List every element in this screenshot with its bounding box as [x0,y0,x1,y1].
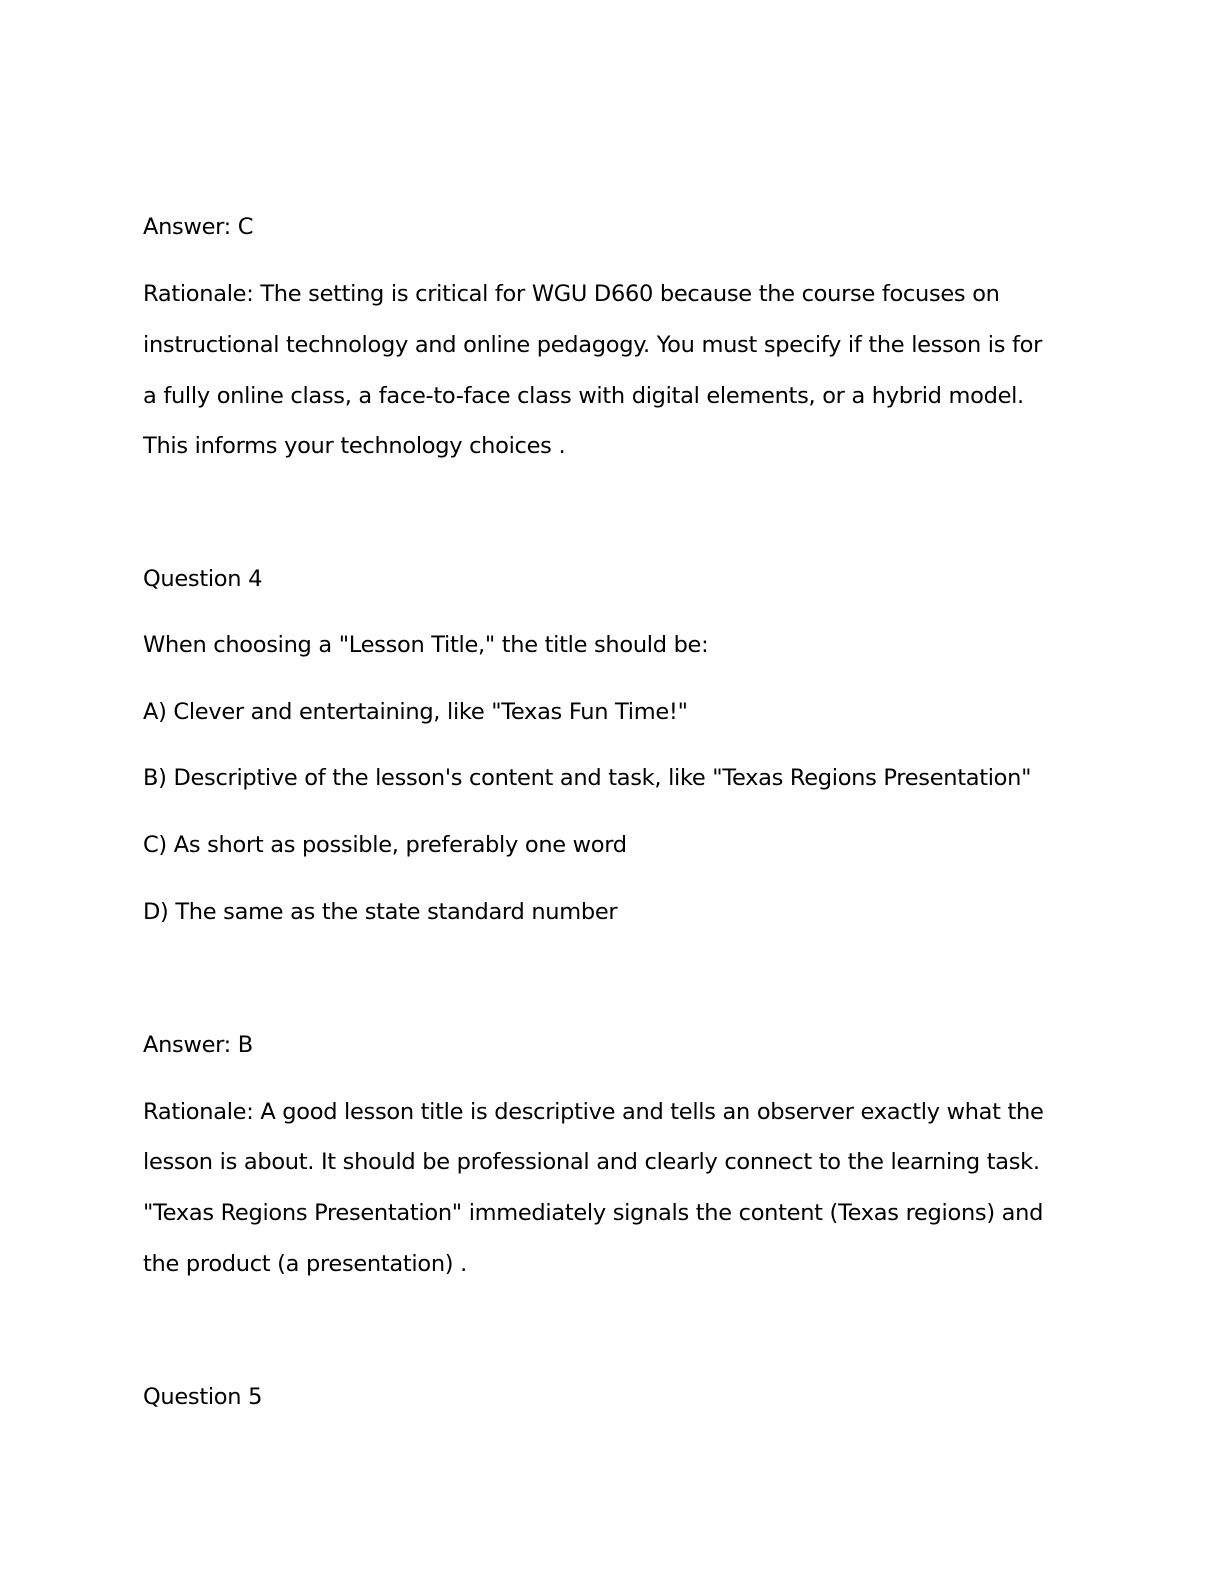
answer-option-c: C) As short as possible, preferably one word [143,832,627,858]
answer-label: Answer: C [143,214,254,240]
question-heading: Question 4 [143,566,263,592]
rationale-line: "Texas Regions Presentation" immediately signals the content (Texas regions) and [143,1200,1044,1226]
rationale-line: This informs your technology choices . [143,433,566,459]
rationale-line: the product (a presentation) . [143,1251,467,1277]
answer-option-a: A) Clever and entertaining, like "Texas Fun Time!" [143,699,688,725]
rationale-line: instructional technology and online pedagogy. You must specify if the lesson is for [143,332,1043,358]
answer-option-b: B) Descriptive of the lesson's content and task, like "Texas Regions Presentation" [143,765,1032,791]
rationale-line: Rationale: The setting is critical for WGU D660 because the course focuses on [143,281,1000,307]
answer-option-d: D) The same as the state standard number [143,899,618,925]
rationale-line: lesson is about. It should be professional and clearly connect to the learning task. [143,1149,1040,1175]
question-prompt: When choosing a "Lesson Title," the title should be: [143,632,709,658]
question-heading: Question 5 [143,1384,263,1410]
rationale-line: a fully online class, a face-to-face class with digital elements, or a hybrid model. [143,383,1024,409]
rationale-line: Rationale: A good lesson title is descriptive and tells an observer exactly what the [143,1099,1044,1125]
answer-label: Answer: B [143,1032,253,1058]
